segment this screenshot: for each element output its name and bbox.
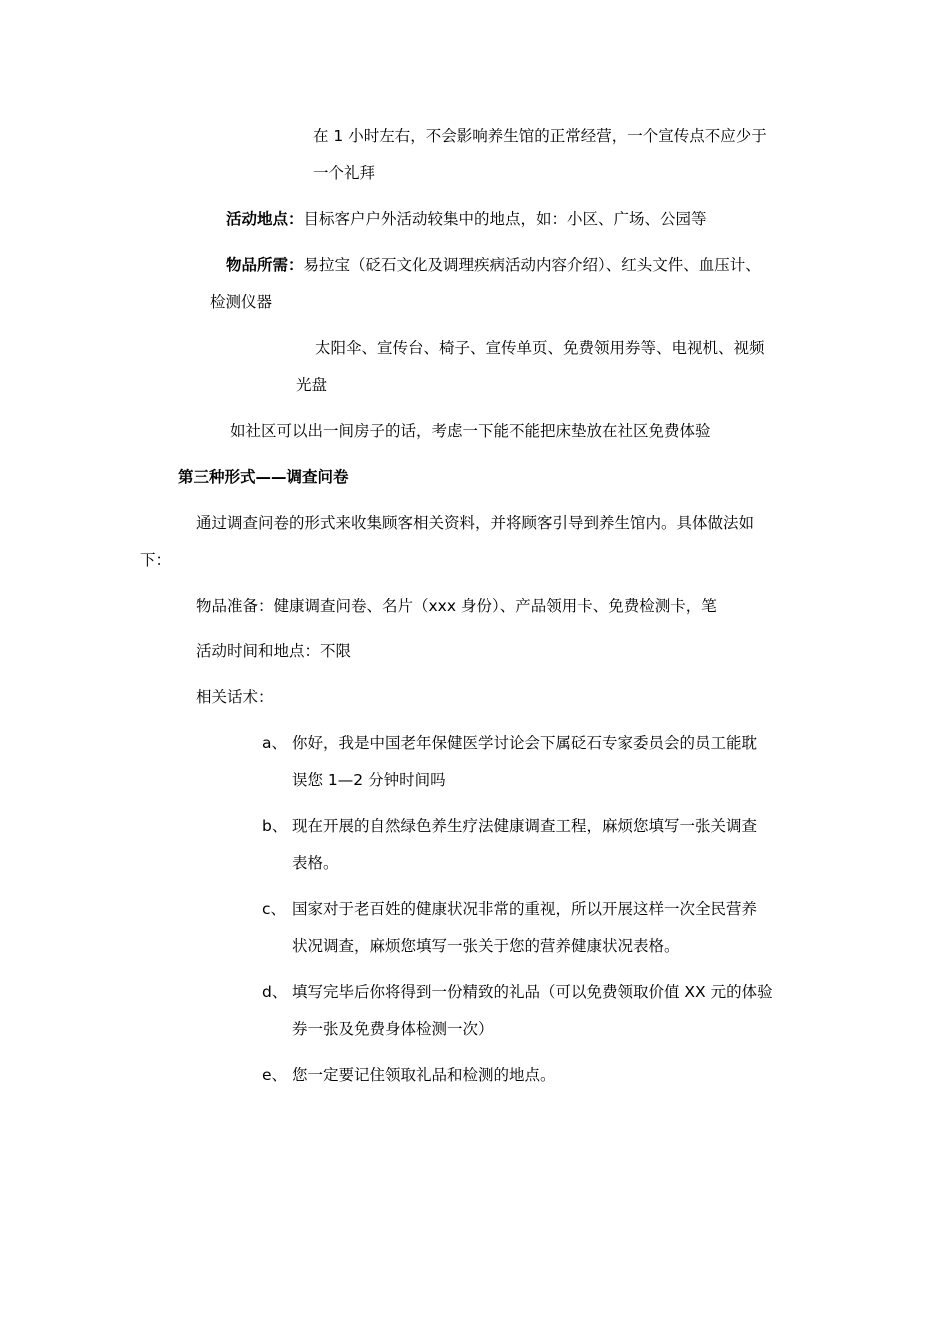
supplies-continuation: 光盘 [296,376,328,394]
location-line [226,212,707,228]
intro-line: 通过调查问卷的形式来收集顾客相关资料，并将顾客引导到养生馆内。具体做法如 [196,514,755,532]
section-heading: 第三种形式——调查问卷 [178,468,349,486]
prep-line: 物品准备：健康调查问卷、名片（xxx 身份）、产品领用卡、免费检测卡，笔 [196,597,717,615]
supplies-line [226,258,761,274]
location-text: 目标客户户外活动较集中的地点，如：小区、广场、公园等 [303,210,707,228]
supplies-text: 易拉宝（砭石文化及调理疾病活动内容介绍）、红头文件、血压计、 [303,256,761,274]
list-marker: b、 [262,817,288,835]
supplies-continuation: 检测仪器 [210,293,273,311]
list-item-line: 您一定要记住领取礼品和检测的地点。 [292,1066,556,1084]
list-marker: e、 [262,1066,288,1084]
list-marker: d、 [262,983,288,1001]
list-item-line: 填写完毕后你将得到一份精致的礼品（可以免费领取价值 XX 元的体验 [292,983,773,1001]
list-item-line: 状况调查，麻烦您填写一张关于您的营养健康状况表格。 [292,937,680,955]
list-item-line: 国家对于老百姓的健康状况非常的重视，所以开展这样一次全民营养 [292,900,758,918]
list-marker: a、 [262,734,287,752]
location-label: 活动地点： [226,210,304,228]
supplies-continuation: 太阳伞、宣传台、椅子、宣传单页、免费领用券等、电视机、视频 [315,339,765,357]
list-item-line: 表格。 [292,854,339,872]
community-note: 如社区可以出一间房子的话，考虑一下能不能把床垫放在社区免费体验 [230,422,711,440]
intro-line: 下： [140,551,172,569]
script-label: 相关话术： [196,688,274,706]
time-place-line: 活动时间和地点：不限 [196,642,352,660]
list-item-line: 券一张及免费身体检测一次） [292,1020,494,1038]
list-item-line: 你好，我是中国老年保健医学讨论会下属砭石专家委员会的员工能耽 [292,734,758,752]
list-item-line: 现在开展的自然绿色养生疗法健康调查工程，麻烦您填写一张关调查 [292,817,758,835]
list-marker: c、 [262,900,287,918]
paragraph-line: 在 1 小时左右，不会影响养生馆的正常经营，一个宣传点不应少于 [313,127,767,145]
supplies-label: 物品所需： [226,256,304,274]
list-item-line: 误您 1—2 分钟时间吗 [292,771,446,789]
paragraph-line: 一个礼拜 [313,164,376,182]
